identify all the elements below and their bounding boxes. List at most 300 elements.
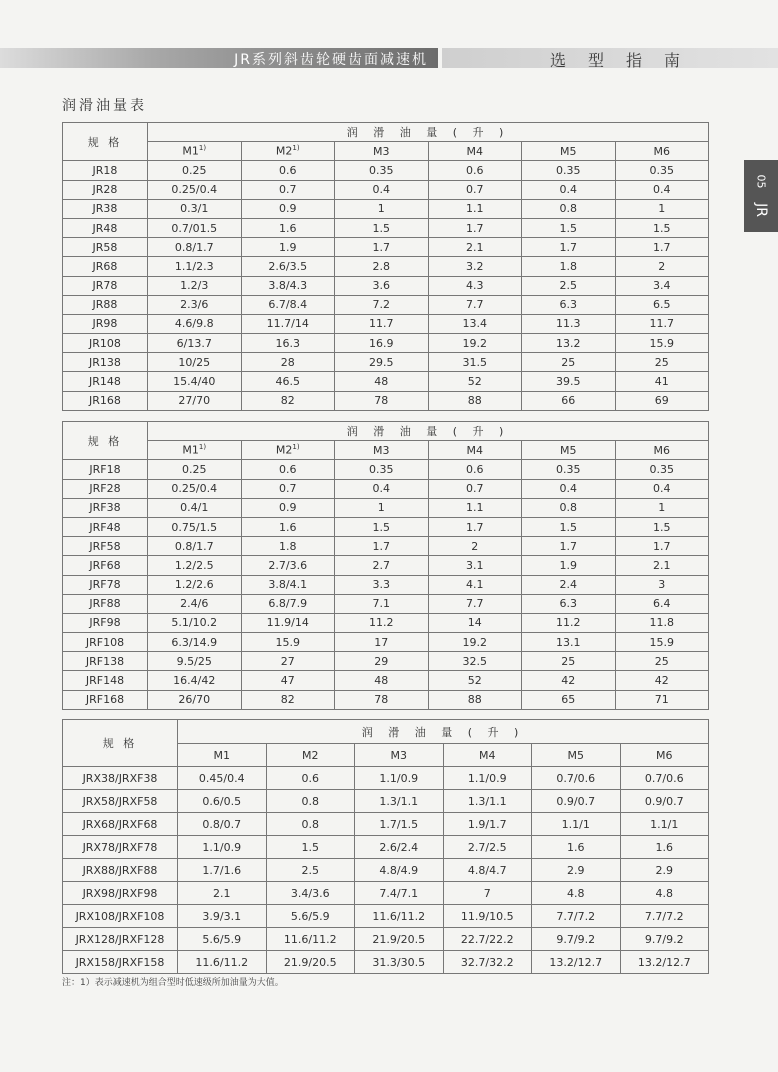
oil-quantity-cell: 0.4 [522,479,616,498]
table-row [63,334,709,353]
mounting-position-label: M4 [466,443,483,457]
oil-table-jr [62,122,709,411]
oil-quantity-cell: 1 [615,498,709,517]
mounting-position-header [335,142,429,161]
oil-quantity-cell: 0.8 [266,813,355,836]
oil-quantity-cell: 11.6/11.2 [355,905,444,928]
mounting-position-label: M4 [466,144,483,158]
oil-quantity-cell: 42 [522,671,616,690]
model-cell: JR48 [63,218,148,237]
oil-quantity-cell: 0.25 [148,460,242,479]
model-cell: JR68 [63,257,148,276]
mounting-position-header [620,744,709,767]
oil-quantity-cell: 1.9 [241,238,335,257]
oil-quantity-cell: 3.3 [335,575,429,594]
mounting-position-label: M3 [390,748,407,762]
oil-quantity-cell: 2.1 [428,238,522,257]
oil-quantity-cell: 65 [522,690,616,709]
oil-quantity-header: 润 滑 油 量 ( 升 ) [148,123,709,142]
oil-quantity-cell: 1.5 [615,517,709,536]
oil-quantity-cell: 1.2/2.6 [148,575,242,594]
model-cell: JRX128/JRXF128 [63,928,178,951]
table-header-row [63,422,709,441]
oil-quantity-cell: 78 [335,391,429,410]
oil-quantity-cell: 2.4/6 [148,594,242,613]
oil-quantity-cell: 0.9/0.7 [620,790,709,813]
oil-quantity-cell: 2.9 [532,859,621,882]
oil-quantity-header: 润 滑 油 量 ( 升 ) [178,720,709,744]
oil-quantity-cell: 2.5 [522,276,616,295]
oil-quantity-cell: 4.8/4.7 [443,859,532,882]
oil-quantity-cell: 1.7 [428,517,522,536]
oil-quantity-cell: 1.7 [335,238,429,257]
oil-quantity-cell: 1.7/1.6 [178,859,267,882]
table-row [63,276,709,295]
model-cell: JRX108/JRXF108 [63,905,178,928]
oil-quantity-cell: 6.3 [522,594,616,613]
oil-quantity-cell: 15.9 [615,633,709,652]
oil-quantity-cell: 0.8 [266,790,355,813]
oil-quantity-cell: 7 [443,882,532,905]
oil-quantity-cell: 0.8 [522,199,616,218]
oil-quantity-cell: 3.4/3.6 [266,882,355,905]
oil-quantity-cell: 10/25 [148,353,242,372]
table-row [63,652,709,671]
oil-quantity-cell: 7.2 [335,295,429,314]
guide-title: 选型指南 [550,51,703,70]
oil-quantity-cell: 1.6 [241,218,335,237]
table-row [63,767,709,790]
oil-quantity-cell: 6.3/14.9 [148,633,242,652]
oil-quantity-cell: 82 [241,690,335,709]
oil-quantity-cell: 71 [615,690,709,709]
mounting-position-label: M6 [656,748,673,762]
oil-quantity-cell: 1.6 [532,836,621,859]
oil-quantity-cell: 0.4 [335,479,429,498]
mounting-position-label: M3 [373,144,390,158]
mounting-position-header [522,142,616,161]
oil-quantity-cell: 88 [428,690,522,709]
model-cell: JRF28 [63,479,148,498]
oil-quantity-cell: 0.9 [241,199,335,218]
mounting-position-header [241,142,335,161]
table-row [63,633,709,652]
oil-quantity-cell: 28 [241,353,335,372]
oil-quantity-cell: 2.7/3.6 [241,556,335,575]
oil-quantity-cell: 0.4 [615,180,709,199]
side-tab [744,160,778,232]
oil-quantity-header: 润 滑 油 量 ( 升 ) [148,422,709,441]
oil-quantity-cell: 1.3/1.1 [443,790,532,813]
oil-quantity-cell: 6.5 [615,295,709,314]
model-cell: JRX58/JRXF58 [63,790,178,813]
model-cell: JRF138 [63,652,148,671]
oil-quantity-cell: 3.8/4.1 [241,575,335,594]
footnote-mark: 1) [198,144,207,153]
table-row [63,556,709,575]
oil-quantity-cell: 0.6 [241,161,335,180]
table-row [63,951,709,974]
oil-quantity-cell: 1 [335,199,429,218]
model-cell: JR138 [63,353,148,372]
mounting-position-label: M1 [213,748,230,762]
oil-quantity-cell: 0.7 [428,180,522,199]
oil-quantity-cell: 11.6/11.2 [178,951,267,974]
oil-quantity-cell: 7.4/7.1 [355,882,444,905]
oil-quantity-cell: 0.9 [241,498,335,517]
oil-quantity-cell: 1.7 [615,238,709,257]
oil-quantity-cell: 0.45/0.4 [178,767,267,790]
oil-quantity-cell: 0.7 [428,479,522,498]
spec-column-header: 规 格 [63,123,148,161]
oil-quantity-cell: 11.7/14 [241,314,335,333]
model-cell: JRF98 [63,613,148,632]
oil-quantity-cell: 3.8/4.3 [241,276,335,295]
oil-quantity-cell: 0.7 [241,479,335,498]
oil-quantity-cell: 5.6/5.9 [266,905,355,928]
oil-quantity-cell: 1.3/1.1 [355,790,444,813]
oil-quantity-cell: 1.1/0.9 [178,836,267,859]
table-header-row [63,123,709,142]
guide-title-bar [442,48,778,68]
oil-quantity-cell: 6.7/8.4 [241,295,335,314]
mounting-position-header [532,744,621,767]
oil-quantity-cell: 4.6/9.8 [148,314,242,333]
side-tab-label: JR [752,202,769,217]
mounting-position-header [355,744,444,767]
oil-quantity-cell: 31.5 [428,353,522,372]
oil-quantity-cell: 0.6 [241,460,335,479]
model-cell: JRF48 [63,517,148,536]
oil-quantity-cell: 22.7/22.2 [443,928,532,951]
oil-quantity-cell: 1.1/1 [620,813,709,836]
table-row [63,537,709,556]
mounting-position-label: M2 [302,748,319,762]
table-row [63,372,709,391]
oil-quantity-cell: 11.7 [335,314,429,333]
mounting-position-header [148,142,242,161]
footnote: 注：1）表示减速机为组合型时低速级所加油量为大值。 [62,978,284,988]
model-cell: JRX98/JRXF98 [63,882,178,905]
table-row [63,460,709,479]
table-row [63,353,709,372]
oil-quantity-cell: 0.3/1 [148,199,242,218]
footnote-mark: 1) [292,144,300,153]
oil-quantity-cell: 42 [615,671,709,690]
oil-quantity-cell: 1.6 [241,517,335,536]
oil-quantity-cell: 0.35 [335,161,429,180]
mounting-position-label: M6 [653,443,670,457]
table-header-row [63,720,709,744]
oil-quantity-cell: 1.8 [241,537,335,556]
mounting-position-header [522,441,616,460]
model-cell: JR88 [63,295,148,314]
oil-quantity-cell: 27 [241,652,335,671]
oil-quantity-cell: 15.9 [615,334,709,353]
mounting-position-header [266,744,355,767]
footnote-mark: 1) [292,443,300,452]
oil-quantity-cell: 0.35 [522,460,616,479]
oil-quantity-cell: 88 [428,391,522,410]
table-row [63,391,709,410]
oil-quantity-cell: 11.8 [615,613,709,632]
oil-quantity-cell: 0.25/0.4 [148,180,242,199]
model-cell: JRF18 [63,460,148,479]
table-row [63,813,709,836]
oil-quantity-cell: 5.1/10.2 [148,613,242,632]
table-row [63,238,709,257]
oil-quantity-cell: 1.5 [335,218,429,237]
oil-quantity-cell: 2 [615,257,709,276]
oil-quantity-cell: 1.2/2.5 [148,556,242,575]
mounting-position-label: M5 [560,443,577,457]
oil-quantity-cell: 7.1 [335,594,429,613]
oil-quantity-cell: 1.9 [522,556,616,575]
oil-quantity-cell: 7.7 [428,295,522,314]
oil-quantity-cell: 31.3/30.5 [355,951,444,974]
oil-quantity-cell: 0.6 [266,767,355,790]
oil-quantity-cell: 39.5 [522,372,616,391]
oil-quantity-cell: 5.6/5.9 [178,928,267,951]
series-title: JR系列斜齿轮硬齿面减速机 [234,52,428,68]
oil-quantity-cell: 3.1 [428,556,522,575]
oil-quantity-cell: 19.2 [428,334,522,353]
oil-quantity-cell: 48 [335,372,429,391]
oil-quantity-cell: 9.7/9.2 [620,928,709,951]
table-row [63,859,709,882]
oil-quantity-cell: 47 [241,671,335,690]
oil-quantity-cell: 0.35 [615,460,709,479]
oil-quantity-cell: 48 [335,671,429,690]
mounting-position-header [178,744,267,767]
oil-quantity-cell: 2.6/2.4 [355,836,444,859]
oil-quantity-cell: 1.1/2.3 [148,257,242,276]
oil-quantity-cell: 1.8 [522,257,616,276]
oil-quantity-cell: 82 [241,391,335,410]
oil-quantity-cell: 0.8 [522,498,616,517]
oil-quantity-cell: 11.6/11.2 [266,928,355,951]
table-row [63,199,709,218]
oil-quantity-cell: 1.1 [428,498,522,517]
model-cell: JR148 [63,372,148,391]
oil-quantity-cell: 4.1 [428,575,522,594]
mounting-position-label: M4 [479,748,496,762]
oil-quantity-cell: 69 [615,391,709,410]
oil-quantity-cell: 11.3 [522,314,616,333]
oil-quantity-cell: 2.9 [620,859,709,882]
mounting-position-header [428,142,522,161]
oil-quantity-cell: 0.8/1.7 [148,238,242,257]
oil-quantity-cell: 0.25/0.4 [148,479,242,498]
oil-quantity-cell: 0.9/0.7 [532,790,621,813]
oil-quantity-cell: 13.1 [522,633,616,652]
oil-quantity-cell: 46.5 [241,372,335,391]
oil-quantity-cell: 11.9/10.5 [443,905,532,928]
table-row [63,905,709,928]
oil-quantity-cell: 11.7 [615,314,709,333]
oil-quantity-cell: 25 [522,652,616,671]
oil-quantity-cell: 1.7 [522,238,616,257]
oil-quantity-cell: 13.2 [522,334,616,353]
model-cell: JR58 [63,238,148,257]
oil-quantity-cell: 1.7 [615,537,709,556]
oil-quantity-cell: 0.25 [148,161,242,180]
oil-quantity-cell: 0.8/1.7 [148,537,242,556]
mounting-position-label: M3 [373,443,390,457]
model-cell: JRF168 [63,690,148,709]
table-row [63,161,709,180]
model-cell: JR78 [63,276,148,295]
table-row [63,882,709,905]
oil-quantity-cell: 2.1 [178,882,267,905]
mounting-position-header [335,441,429,460]
mounting-position-header [443,744,532,767]
table-row [63,613,709,632]
mounting-position-header [428,441,522,460]
mounting-position-header [148,441,242,460]
oil-quantity-cell: 1 [615,199,709,218]
model-cell: JRF58 [63,537,148,556]
oil-quantity-cell: 29.5 [335,353,429,372]
oil-quantity-cell: 0.7 [241,180,335,199]
mounting-position-label: M1 [182,444,199,458]
oil-quantity-cell: 1.5 [615,218,709,237]
oil-quantity-cell: 3.9/3.1 [178,905,267,928]
oil-quantity-cell: 13.2/12.7 [532,951,621,974]
oil-quantity-cell: 25 [615,353,709,372]
oil-quantity-cell: 0.7/0.6 [620,767,709,790]
mounting-position-label: M1 [182,145,199,159]
oil-quantity-cell: 0.4 [615,479,709,498]
oil-quantity-cell: 4.3 [428,276,522,295]
oil-quantity-cell: 1.5 [522,218,616,237]
mounting-position-label: M2 [275,444,293,458]
oil-quantity-cell: 0.35 [522,161,616,180]
table-row [63,690,709,709]
oil-quantity-cell: 2.7/2.5 [443,836,532,859]
mounting-position-header [615,142,709,161]
oil-quantity-cell: 0.7/01.5 [148,218,242,237]
oil-quantity-cell: 0.8/0.7 [178,813,267,836]
model-cell: JR28 [63,180,148,199]
oil-quantity-cell: 1.1/0.9 [355,767,444,790]
footnote-mark: 1) [198,443,207,452]
oil-quantity-cell: 2.5 [266,859,355,882]
model-cell: JR18 [63,161,148,180]
table-row [63,836,709,859]
model-cell: JRF88 [63,594,148,613]
oil-quantity-cell: 29 [335,652,429,671]
oil-quantity-cell: 13.4 [428,314,522,333]
oil-quantity-cell: 15.9 [241,633,335,652]
oil-quantity-cell: 1.6 [620,836,709,859]
table-row [63,671,709,690]
oil-quantity-cell: 0.35 [335,460,429,479]
oil-quantity-cell: 0.7/0.6 [532,767,621,790]
oil-quantity-cell: 19.2 [428,633,522,652]
oil-quantity-cell: 2.8 [335,257,429,276]
oil-quantity-cell: 0.6/0.5 [178,790,267,813]
oil-quantity-cell: 41 [615,372,709,391]
table-row [63,257,709,276]
model-cell: JRF108 [63,633,148,652]
oil-quantity-cell: 1.2/3 [148,276,242,295]
section-title: 润滑油量表 [62,98,147,114]
oil-quantity-cell: 6/13.7 [148,334,242,353]
spec-column-header: 规 格 [63,422,148,460]
oil-quantity-cell: 0.35 [615,161,709,180]
oil-quantity-cell: 2.3/6 [148,295,242,314]
oil-quantity-cell: 0.4 [522,180,616,199]
oil-quantity-cell: 7.7 [428,594,522,613]
model-cell: JRX38/JRXF38 [63,767,178,790]
oil-quantity-cell: 1 [335,498,429,517]
oil-quantity-cell: 6.4 [615,594,709,613]
table-row [63,314,709,333]
oil-quantity-cell: 3.6 [335,276,429,295]
model-cell: JRF38 [63,498,148,517]
oil-quantity-cell: 13.2/12.7 [620,951,709,974]
oil-table-jrx [62,719,709,974]
model-cell: JRF148 [63,671,148,690]
model-cell: JRF78 [63,575,148,594]
oil-quantity-cell: 32.5 [428,652,522,671]
table-row [63,479,709,498]
oil-quantity-cell: 1.5 [522,517,616,536]
oil-quantity-cell: 27/70 [148,391,242,410]
model-cell: JRX158/JRXF158 [63,951,178,974]
oil-quantity-cell: 4.8/4.9 [355,859,444,882]
oil-quantity-cell: 6.8/7.9 [241,594,335,613]
table-row [63,517,709,536]
oil-quantity-cell: 1.1/0.9 [443,767,532,790]
mounting-position-label: M5 [567,748,584,762]
oil-quantity-cell: 25 [615,652,709,671]
mounting-position-label: M6 [653,144,670,158]
oil-quantity-cell: 0.4 [335,180,429,199]
oil-quantity-cell: 1.9/1.7 [443,813,532,836]
model-cell: JRX78/JRXF78 [63,836,178,859]
model-cell: JR108 [63,334,148,353]
model-cell: JR168 [63,391,148,410]
oil-quantity-cell: 2.6/3.5 [241,257,335,276]
oil-quantity-cell: 1.5 [335,517,429,536]
page-number: 05 [754,174,768,188]
table-row [63,498,709,517]
oil-quantity-cell: 1.1 [428,199,522,218]
table-row [63,295,709,314]
oil-quantity-cell: 4.8 [532,882,621,905]
spec-column-header: 规 格 [63,720,178,767]
oil-quantity-cell: 0.75/1.5 [148,517,242,536]
oil-quantity-cell: 26/70 [148,690,242,709]
model-cell: JRX88/JRXF88 [63,859,178,882]
oil-quantity-cell: 0.6 [428,460,522,479]
oil-quantity-cell: 0.6 [428,161,522,180]
oil-quantity-cell: 16.3 [241,334,335,353]
oil-quantity-cell: 17 [335,633,429,652]
oil-quantity-cell: 2.4 [522,575,616,594]
oil-quantity-cell: 3.2 [428,257,522,276]
oil-quantity-cell: 14 [428,613,522,632]
mounting-position-header [241,441,335,460]
oil-quantity-cell: 66 [522,391,616,410]
table-row [63,180,709,199]
oil-quantity-cell: 7.7/7.2 [620,905,709,928]
table-row [63,790,709,813]
table-row [63,218,709,237]
oil-quantity-cell: 78 [335,690,429,709]
